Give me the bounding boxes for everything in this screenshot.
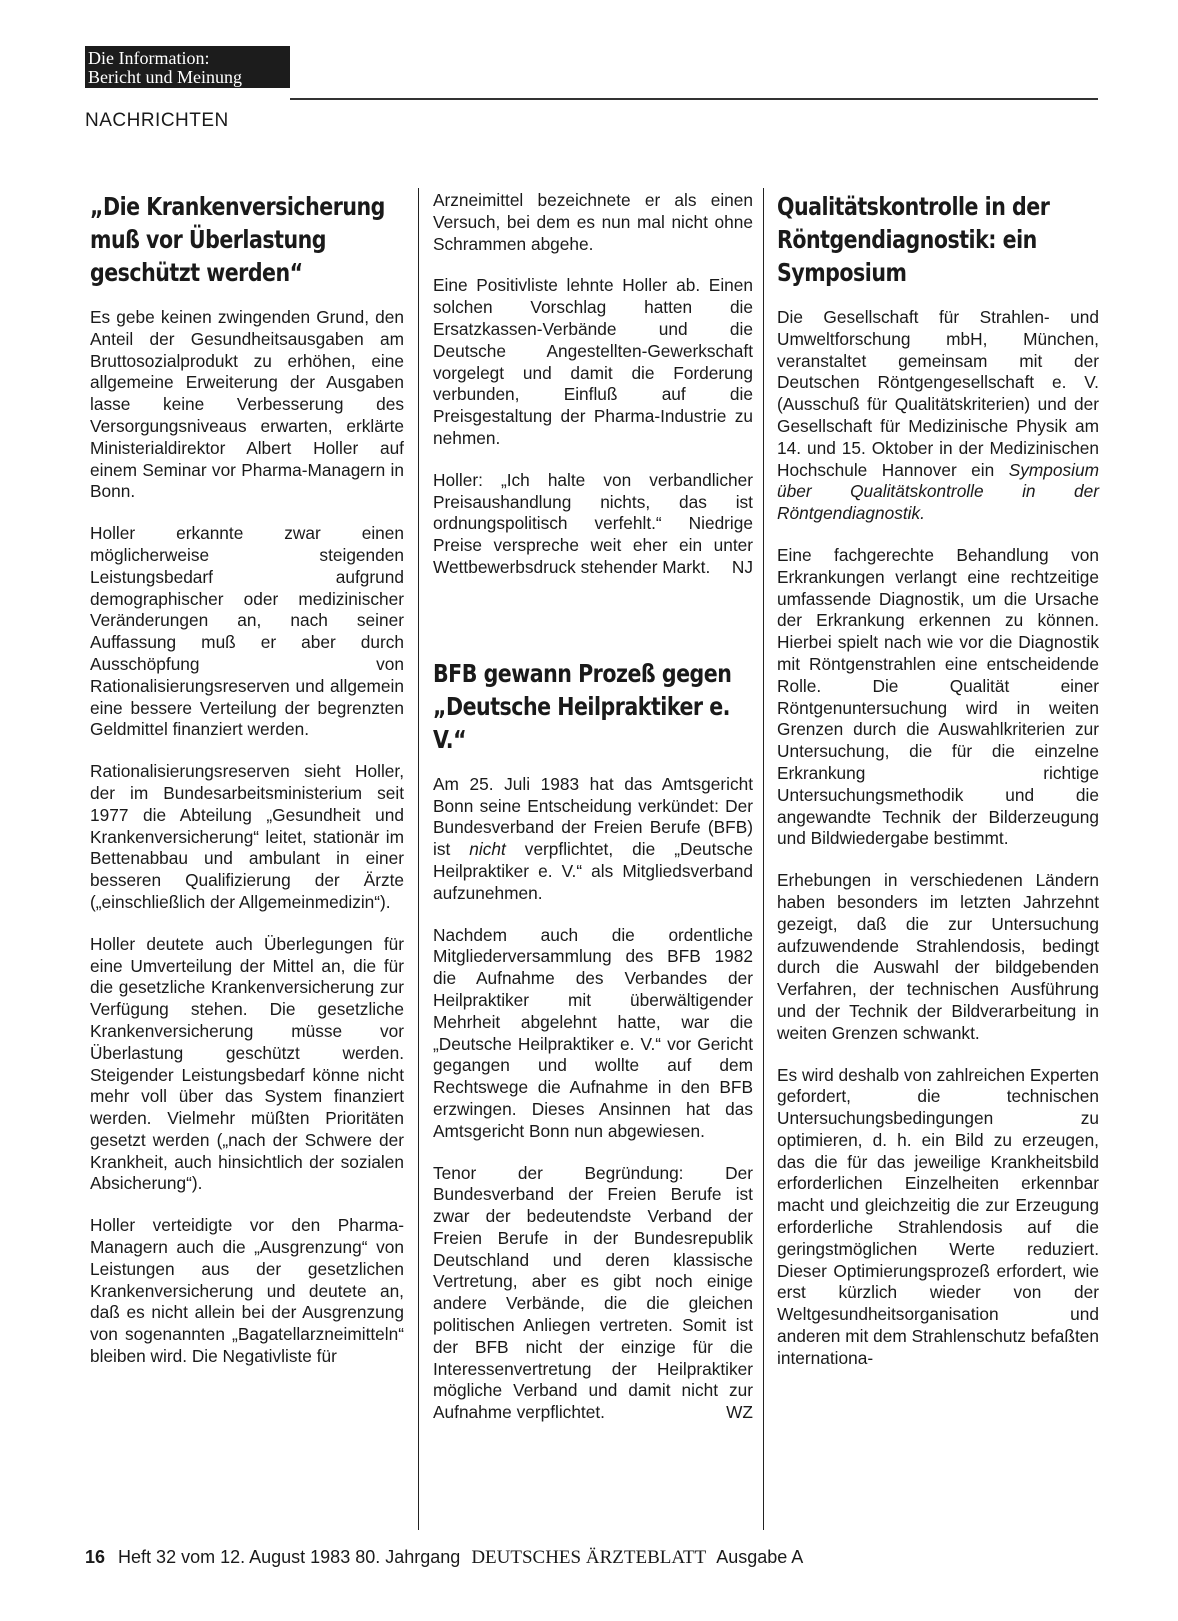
article1-paragraph: Holler erkannte zwar einen möglicherweise steigenden Leistungsbedarf aufgrund demographischer oder medizinischer Veränderungen an, nach seiner Auffassung muß er aber durch Ausschöpfung von Rationalisierungsreserven und allgemein eine bessere Verteilung der begrenzten Geldmittel finanziert werden. bbox=[90, 523, 404, 740]
article1-paragraph: Rationalisierungsreserven sieht Holler, der im Bundesarbeitsministerium seit 1977 die Abteilung „Gesundheit und Krankenversicherung“ leitet, stationär im Bettenabbau und ambulant in einer besseren Qualifizierung der Ärzte („einschließlich der Allgemeinmedizin“). bbox=[90, 761, 404, 912]
column-3 bbox=[777, 190, 1099, 1390]
article2-author-signature: WZ bbox=[726, 1402, 753, 1423]
article1-paragraph: Holler verteidigte vor den Pharma-Managern auch die „Ausgrenzung“ von Leistungen aus der gesetzlichen Krankenversicherung und deutete an, daß es nicht allein bei der Ausgrenzung von sogenannten „Bagatellarzneimitteln“ bleiben wird. Die Negativliste für bbox=[90, 1215, 404, 1367]
column-divider-2 bbox=[763, 188, 764, 1530]
article2-paragraph-text: Tenor der Begründung: Der Bundesverband der Freien Berufe ist zwar der bedeutendste Verband der Freien Berufe in der Bundesrepublik Deutschland und deren klassische Vertretung, aber es gibt noch einige andere Verbände, die die gleichen politischen Anliegen vertreten. Somit ist der BFB nicht der einzige für die Interessenvertretung der Heilpraktiker mögliche Verband und damit nicht zur Aufnahme verpflichtet. bbox=[433, 1162, 753, 1423]
article3-paragraph: Es wird deshalb von zahlreichen Experten gefordert, die technischen Untersuchungsbedingungen zu optimieren, d. h. ein Bild zu erzeugen, das die für das jeweilige Krankheitsbild erforderlichen Einzelheiten erkennbar macht und gleichzeitig die zur Erzeugung erforderliche Strahlendosis auf die geringstmöglichen Werte reduziert. Dieser Optimierungsprozeß erfordert, wie erst kürzlich wieder von der Weltgesundheitsorganisation und anderen mit dem Strahlenschutz befaßten internationa- bbox=[777, 1064, 1099, 1368]
article3-headline: Qualitätskontrolle in der Röntgendiagnostik: ein Symposium bbox=[777, 192, 1050, 287]
department-header-line2: Bericht und Meinung bbox=[88, 67, 242, 87]
journal-name: DEUTSCHES ÄRZTEBLATT bbox=[471, 1547, 707, 1568]
article1-paragraph-text: Holler: „Ich halte von verbandlicher Preisaushandlung nichts, das ist ordnungspolitisch verfehlt.“ Niedrige Preise verspreche weit eher ein unter Wettbewerbsdruck stehender Markt. bbox=[433, 469, 753, 577]
article2-headline: BFB gewann Prozeß gegen „Deutsche Heilpraktiker e. V.“ bbox=[433, 658, 732, 754]
article1-paragraph bbox=[433, 470, 753, 579]
article3-emphasis: Symposium über Qualitätskontrolle in der Röntgendiagnostik. bbox=[777, 459, 1099, 524]
article1-headline: „Die Krankenversicherung muß vor Überlastung geschützt werden“ bbox=[90, 192, 385, 287]
article3-paragraph: Eine fachgerechte Behandlung von Erkrankungen verlangt eine rechtzeitige umfassende Diagnostik, um die Ursache der Erkrankung erkennen zu können. Hierbei spielt nach wie vor die Diagnostik mit Röntgenstrahlen eine entscheidende Rolle. Die Qualität einer Röntgenuntersuchung wird in weiten Grenzen durch die Auswahlkriterien zur Untersuchung, die für die einzelne Erkrankung richtige Untersuchungsmethodik und die angewandte Technik der Bilderzeugung und Bildwiedergabe bestimmt. bbox=[777, 544, 1099, 849]
article2-emphasis: nicht bbox=[469, 839, 506, 860]
article2-paragraph: Nachdem auch die ordentliche Mitgliederversammlung des BFB 1982 die Aufnahme des Verbandes der Heilpraktiker mit überwältigender Mehrheit abgelehnt hatte, war die „Deutsche Heilpraktiker e. V.“ vor Gericht gegangen und wollte auf dem Rechtswege die Aufnahme in den BFB erzwingen. Dieses Ansinnen hat das Amtsgericht Bonn nun abgewiesen. bbox=[433, 924, 753, 1141]
article-spacer bbox=[433, 599, 753, 657]
page-number: 16 bbox=[85, 1547, 106, 1567]
article1-paragraph: Eine Positivliste lehnte Holler ab. Einen solchen Vorschlag hatten die Ersatzkassen-Verbände und die Deutsche Angestellten-Gewerkschaft vorgelegt und damit die Forderung verbunden, Einfluß auf die Preisgestaltung der Pharma-Industrie zu nehmen. bbox=[433, 275, 753, 448]
edition-label: Ausgabe A bbox=[716, 1547, 804, 1567]
page-footer bbox=[85, 1547, 803, 1569]
article1-author-signature: NJ bbox=[731, 556, 753, 577]
article2-paragraph-text: Am 25. Juli 1983 hat das Amtsgericht Bonn seine Entscheidung verkündet: Der Bundesverband der Freien Berufe (BFB) ist bbox=[433, 773, 753, 860]
column-1 bbox=[90, 190, 404, 1388]
article2-paragraph bbox=[433, 774, 753, 905]
article3-paragraph bbox=[777, 307, 1099, 525]
article2-paragraph-text: verpflichtet, die „Deutsche Heilpraktiker e. V.“ als Mitgliedsverband aufzunehmen. bbox=[433, 839, 753, 903]
article3-paragraph: Erhebungen in verschiedenen Ländern haben besonders im letzten Jahrzehnt gezeigt, daß die zur Untersuchung aufzuwendende Strahlendosis, bedingt durch die Auswahl der bildgebenden Verfahren, der technischen Ausführung und der Technik der Bildverarbeitung in weiten Grenzen schwankt. bbox=[777, 870, 1099, 1043]
column-divider-1 bbox=[418, 188, 419, 1530]
column-2 bbox=[433, 190, 753, 1444]
article3-paragraph-text: Die Gesellschaft für Strahlen- und Umweltforschung mbH, München, veranstaltet gemeinsam mit der Deutschen Röntgengesellschaft e. V. (Ausschuß für Qualitätskriterien) und der Gesellschaft für Medizinische Physik am 14. und 15. Oktober in der Medizinischen Hochschule Hannover ein bbox=[777, 307, 1099, 480]
article1-paragraph: Holler deutete auch Überlegungen für eine Umverteilung der Mittel an, die für die gesetzliche Krankenversicherung zur Verfügung stehen. Die gesetzliche Krankenversicherung müsse vor Überlastung geschützt werden. Steigender Leistungsbedarf könne nicht mehr voll über das System finanziert werden. Vielmehr müßten Prioritäten gesetzt werden („nach der Schwere der Krankheit, auch hinsichtlich der sozialen Absicherung“). bbox=[90, 933, 404, 1194]
department-header-line1: Die Information: bbox=[88, 48, 210, 68]
article1-paragraph: Arzneimittel bezeichnete er als einen Versuch, bei dem es nun mal nicht ohne Schrammen abgehe. bbox=[433, 190, 753, 254]
issue-info: Heft 32 vom 12. August 1983 80. Jahrgang bbox=[118, 1547, 461, 1567]
article1-paragraph: Es gebe keinen zwingenden Grund, den Anteil der Gesundheitsausgaben am Bruttosozialprodukt zu erhöhen, eine allgemeine Erweiterung der Ausgaben lasse keine Verbesserung des Versorgungsniveaus erwarten, erklärte Ministerialdirektor Albert Holler auf einem Seminar vor Pharma-Managern in Bonn. bbox=[90, 307, 404, 502]
section-label: NACHRICHTEN bbox=[85, 110, 229, 131]
header-rule bbox=[290, 98, 1098, 100]
article2-paragraph bbox=[433, 1163, 753, 1425]
department-header-box bbox=[85, 46, 290, 88]
